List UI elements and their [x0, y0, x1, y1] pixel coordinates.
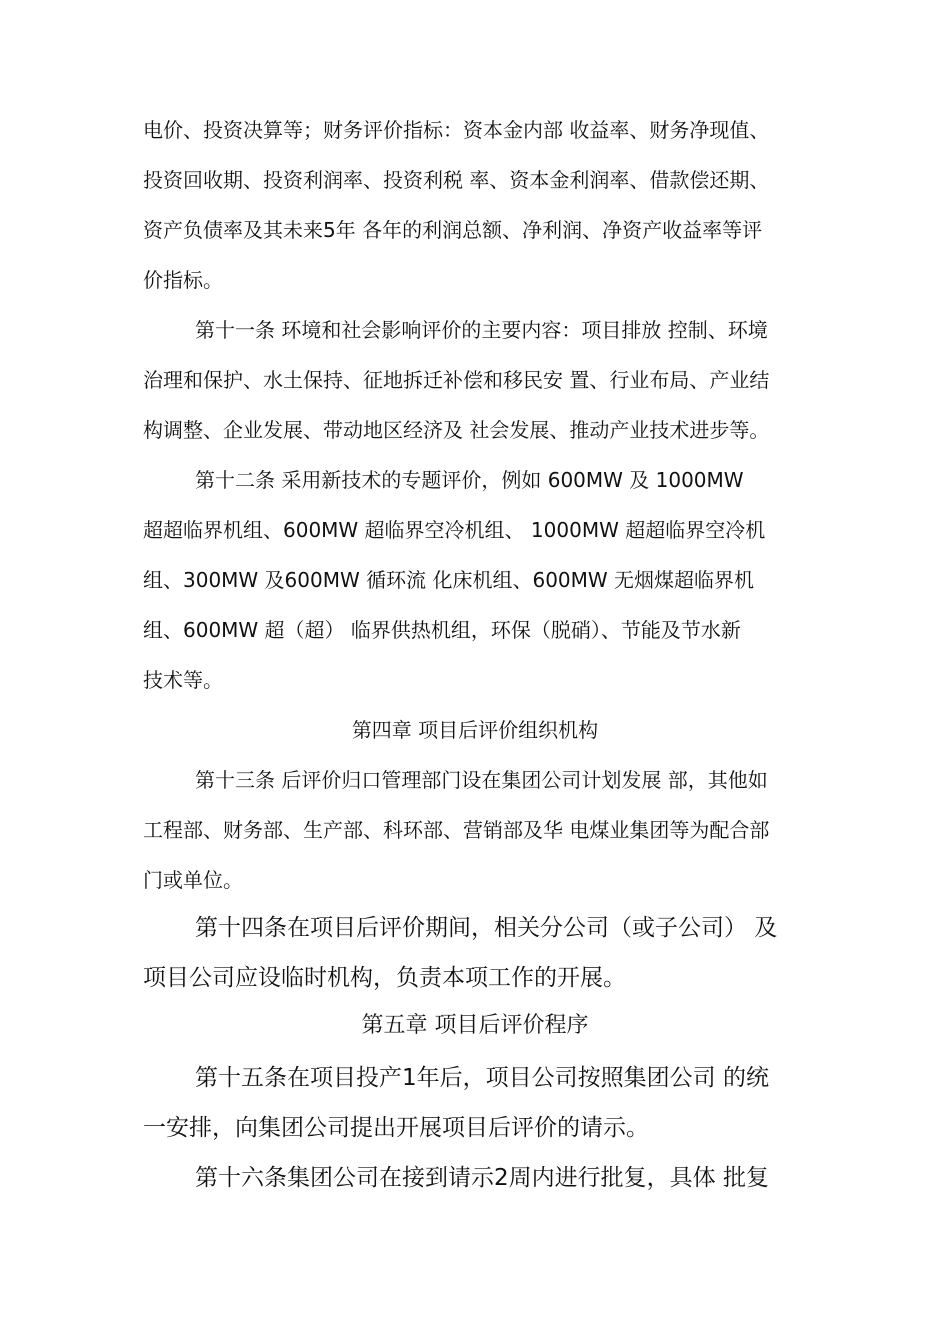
- article-15-line-2: 一安排，向集团公司提出开展项目后评价的请示。: [143, 1115, 649, 1141]
- article-11-line-1: 第十一条 环境和社会影响评价的主要内容：项目排放 控制、环境: [195, 318, 768, 342]
- text-line-4: 价指标。: [143, 268, 223, 292]
- article-14-line-2: 项目公司应设临时机构，负责本项工作的开展。: [143, 965, 626, 991]
- article-11-line-3: 构调整、企业发展、带动地区经济及 社会发展、推动产业技术进步等。: [143, 418, 770, 442]
- chapter-4-heading: 第四章 项目后评价组织机构: [351, 718, 599, 742]
- article-12-line-2: 超超临界机组、600MW 超临界空冷机组、 1000MW 超超临界空冷机: [143, 518, 766, 542]
- article-12-line-4: 组、600MW 超（超） 临界供热机组，环保（脱硝）、节能及节水新: [143, 618, 741, 642]
- article-13-line-2: 工程部、财务部、生产部、科环部、营销部及华 电煤业集团等为配合部: [143, 818, 770, 842]
- article-12-line-5: 技术等。: [143, 668, 223, 692]
- article-12-line-1: 第十二条 采用新技术的专题评价，例如 600MW 及 1000MW: [195, 468, 744, 492]
- text-line-2: 投资回收期、投资利润率、投资利税 率、资本金利润率、借款偿还期、: [143, 168, 770, 192]
- text-line-1: 电价、投资决算等；财务评价指标：资本金内部 收益率、财务净现值、: [143, 118, 770, 142]
- article-14-line-1: 第十四条在项目后评价期间，相关分公司（或子公司） 及: [195, 915, 778, 941]
- article-15-line-1: 第十五条在项目投产1年后，项目公司按照集团公司 的统: [195, 1065, 769, 1091]
- chapter-5-heading: 第五章 项目后评价程序: [361, 1013, 589, 1038]
- article-11-line-2: 治理和保护、水土保持、征地拆迁补偿和移民安 置、行业布局、产业结: [143, 368, 770, 392]
- article-16-line-1: 第十六条集团公司在接到请示2周内进行批复，具体 批复: [195, 1165, 769, 1191]
- article-12-line-3: 组、300MW 及600MW 循环流 化床机组、600MW 无烟煤超临界机: [143, 568, 755, 592]
- article-13-line-1: 第十三条 后评价归口管理部门设在集团公司计划发展 部，其他如: [195, 768, 768, 792]
- text-line-3: 资产负债率及其未来5年 各年的利润总额、净利润、净资产收益率等评: [143, 218, 763, 242]
- article-13-line-3: 门或单位。: [143, 868, 243, 892]
